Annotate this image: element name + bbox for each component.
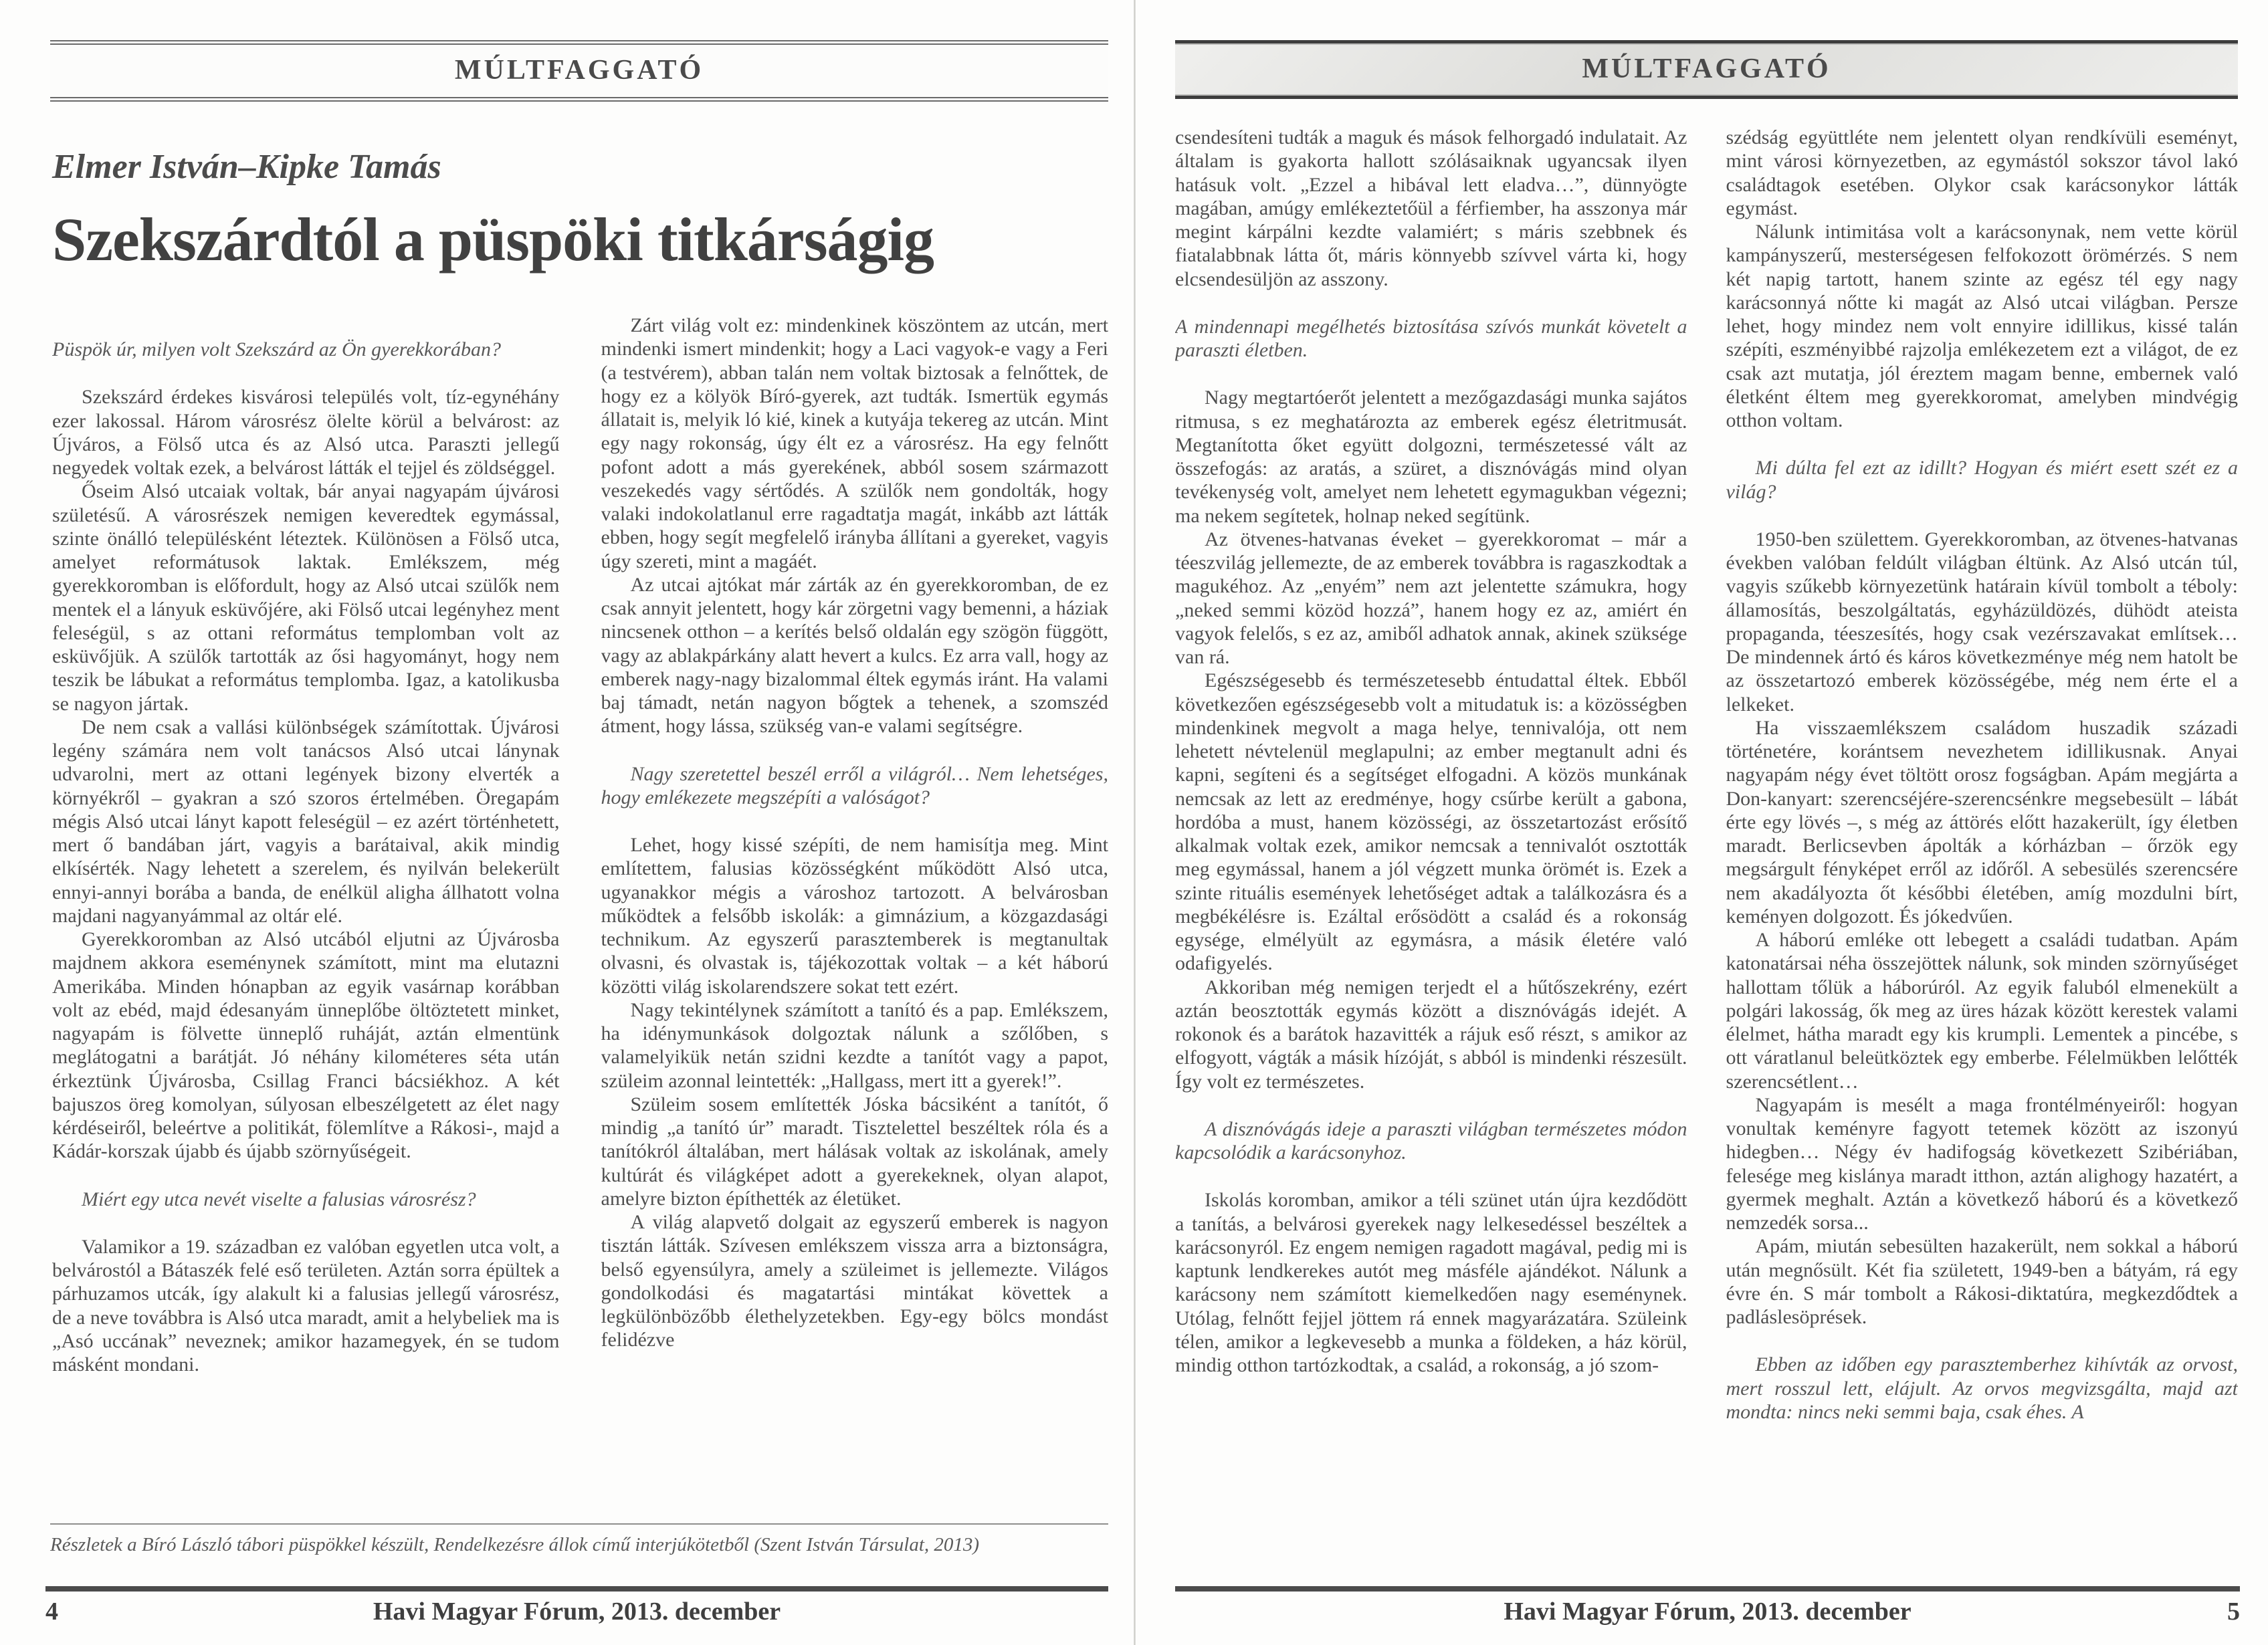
interview-question: Miért egy utca nevét viselte a falusias városrész? bbox=[82, 1188, 476, 1210]
page-footer bbox=[1175, 1586, 2240, 1626]
page-spine-divider bbox=[1134, 0, 1136, 1645]
interview-question: Püspök úr, milyen volt Szekszárd az Ön gyerekkorában? bbox=[52, 338, 501, 360]
body-columns bbox=[1175, 126, 2238, 1523]
body-paragraph: Az ötvenes-hatvanas éveket – gyerekkoromat – már a téeszvilág jellemezte, de az emberek továbbra is ragaszkodtak a magukéhoz. Az „enyém” nem azt jelentette számukra, hogy „neked semmi közöd hozzá”, hanem hogy ez az, amiért én vagyok felelős, s ez az, amiből adhatok annak, akinek szüksége van rá. bbox=[1175, 528, 1687, 668]
page-right bbox=[1136, 0, 2268, 1645]
article-title: Szekszárdtól a püspöki titkárságig bbox=[52, 205, 934, 273]
body-paragraph: Az utcai ajtókat már zárták az én gyerekkoromban, de ez csak annyit jelentett, hogy kár zörgetni vagy bemenni, a háziak nincsenek otthon – a kerítés belső oldalán egy szögön függött, vagy az ablakpárkány alatt hevert a kulcs. Ez arra vall, hogy az emberek nagy-nagy bizalommal éltek egymás iránt. Ha valami baj támadt, netán nagyon bőgtek a tehenek, a szomszéd átment, hogy lássa, szükség van-e valami segítségre. bbox=[601, 573, 1108, 738]
page-number: 5 bbox=[2227, 1598, 2240, 1626]
text-column bbox=[1175, 126, 1687, 1523]
interview-question: A mindennapi megélhetés biztosítása szívós munkát követelt a paraszti életben. bbox=[1175, 315, 1687, 361]
article-title-block bbox=[52, 147, 1108, 275]
body-paragraph: Gyerekkoromban az Alsó utcából eljutni az Újvárosba majdnem akkora eseménynek számított, mint ma elutazni Amerikába. Minden hónapban az egyik vasárnap korábban volt az ebéd, majd édesanyám ünneplőbe öltöztetett minket, nagyapám is fölvette ünneplő ruháját, aztán elmentünk meglátogatni a barátját. Jó néhány kilométeres séta után érkeztünk Újvárosba, Csillag Franci bácsiékhoz. A két bajuszos öreg komolyan, súlyosan elbeszélgetett az élet nagy kérdéseiről, beleértve a politikát, fölemlítve a Rákosi-, majd a Kádár-korszak újabb és újabb szörnyűségeit. bbox=[52, 928, 560, 1163]
section-header-label: MÚLTFAGGATÓ bbox=[454, 55, 704, 86]
body-paragraph: Szekszárd érdekes kisvárosi település volt, tíz-egynéhány ezer lakossal. Három városrész ölelte körül a belvárost: az Újváros, a Fölső utca és az Alsó utca. Paraszti jellegű negyedek voltak ezek, a belvárost látták el tejjel és zöldséggel. bbox=[52, 386, 560, 479]
body-paragraph: Ha visszaemlékszem családom huszadik századi történetére, korántsem nevezhetem idillikusnak. Anyai nagyapám négy évet töltött orosz fogságban. Apám megjárta a Don-kanyart: szerencséjére-szerencsénkre megsebesült – lábát érte egy lövés –, s még az áttörés előtt hazakerült, így életben maradt. Berlicsevben ápolták a kórházban – őrzök egy megsárgult fényképet erről az időről. A sebesülés szerencsére nem akadályozta őt későbbi életében, amíg mozdulni bírt, keményen dolgozott. És jókedvűen. bbox=[1726, 716, 2238, 927]
body-paragraph: Akkoriban még nemigen terjedt el a hűtőszekrény, ezért aztán beosztották egymás között a disznóvágás idejét. A rokonok és a barátok hazavitték a rájuk eső részt, s amikor az elfogyott, vágták a másik hízóját, s abból is mindenki részesült. Így volt ez természetes. bbox=[1175, 976, 1687, 1093]
text-column bbox=[52, 314, 560, 1539]
text-column bbox=[601, 314, 1109, 1539]
body-paragraph: De nem csak a vallási különbségek számítottak. Újvárosi legény számára nem volt tanácsos Alsó utcai lánynak udvarolni, mert az ottani legények bizony elverték a környékről – gyakran a szó szoros értelmében. Öregapám mégis Alsó utcai lányt kapott feleségül – ez azért történhetett, mert ő bandában járt, vagyis a barátaival, akik mindig elkísérték. Nagy lehetett a szerelem, és nyilván belekerült ennyi-annyi borába a banda, de enélkül aligha állhatott volna majdani nagyanyámmal az oltár elé. bbox=[52, 716, 560, 927]
body-paragraph: Őseim Alsó utcaiak voltak, bár anyai nagyapám újvárosi születésű. A városrészek nemigen keveredtek egymással, szinte önálló településként léteztek. Különösen a Fölső utca, amelyet reformátusok laktak. Emlékszem, még gyerekkoromban is előfordult, hogy az Alsó utcai szülők nem mentek el a lányuk esküvőjére, aki Fölső utcai legényhez ment feleségül, s az ottani református templomban volt az esküvőjük. A szülők tartották az ősi hagyományt, hogy nem teszik be lábukat a református templomba. Igaz, a katolikusba se nagyon jártak. bbox=[52, 480, 560, 715]
body-columns bbox=[52, 314, 1108, 1539]
body-paragraph: Egészségesebb és természetesebb éntudattal éltek. Ebből következően egészségesebb volt a mitudatuk is: a közösségben mindenkinek megvolt a maga helye, tennivalója, ott nem lehetett névtelenül meglapulni; az ember megtanult adni és kapni, segíteni és a segítséget elfogadni. A közös munkának nemcsak az lett az eredménye, hogy csűrbe került a gabona, hordóba a must, hanem közösségi, az összetartozást erősítő alkalmak voltak ezek, amikor nemcsak a tennivalót osztották meg egymással, hanem a jól végzett munka örömét is. Ezek a szinte rituális események lehetőséget adtak a találkozásra és a megbékélésre is. Ezáltal erősödött a család és a rokonság egysége, elmélyült az egymásra, a másik életére való odafigyelés. bbox=[1175, 669, 1687, 975]
text-column bbox=[1726, 126, 2239, 1523]
body-paragraph: Valamikor a 19. században ez valóban egyetlen utca volt, a belvárostól a Bátaszék felé eső területen. Aztán sorra épültek a párhuzamos utcák, így alakult ki a falusias jellegű városrész, de a neve továbbra is Alsó utca maradt, amit a helybeliek ma is „Asó uccának” neveznek; amikor hazamegyek, én se tudom másként mondani. bbox=[52, 1235, 560, 1376]
interview-question: A disznóvágás ideje a paraszti világban természetes módon kapcsolódik a karácsonyhoz. bbox=[1175, 1117, 1687, 1164]
body-paragraph: A világ alapvető dolgait az egyszerű emberek is nagyon tisztán látták. Szívesen emlékszem vissza arra a biztonságra, belső egyensúlyra, amely a szüleimet is jellemezte. Világos gondolkodási és magatartási mintákat követtek a legkülönbözőbb élethelyzetekben. Egy-egy bölcs mondást felidézve bbox=[601, 1211, 1108, 1351]
section-header bbox=[50, 40, 1108, 102]
page-footer bbox=[45, 1586, 1108, 1626]
interview-question: Ebben az időben egy parasztemberhez kihívták az orvost, mert rosszul lett, elájult. Az orvos megvizsgálta, majd azt mondta: nincs neki semmi baja, csak éhes. A bbox=[1726, 1353, 2238, 1423]
article-author: Elmer István–Kipke Tamás bbox=[52, 148, 441, 186]
body-paragraph: Szüleim sosem említették Jóska bácsiként a tanítót, ő mindig „a tanító úr” maradt. Tisztelettel beszéltek róla és a tanítókról általában, mert hálásak voltak az iskolának, amely kultúrát és világképet adott a gyerekeknek, olyan alapot, amelyre bizton építhették az életüket. bbox=[601, 1093, 1108, 1210]
body-paragraph: 1950-ben születtem. Gyerekkoromban, az ötvenes-hatvanas években valóban feldúlt világban éltünk. Az Alsó utcán túl, vagyis szűkebb környezetünk határain kívül tombolt a téboly: államosítás, beszolgáltatás, egyházüldözés, dühödt ateista propaganda, téeszesítés, hogy csak vezérszavakat említsek… De mindennek ártó és káros következménye még nem hatolt be az összetartozó emberek közösségébe, még nem érte el a lelkeket. bbox=[1726, 528, 2238, 716]
journal-title: Havi Magyar Fórum, 2013. december bbox=[373, 1598, 781, 1626]
body-paragraph: Apám, miután sebesülten hazakerült, nem sokkal a háború után megnősült. Két fia született, 1949-ben a bátyám, rá egy évre én. S már tombolt a Rákosi-diktatúra, megkezdődtek a padláslesöprések. bbox=[1726, 1235, 2238, 1328]
body-paragraph: Nálunk intimitása volt a karácsonynak, nem vette körül kampányszerű, mesterségesen felfokozott örömérzés. S nem két napig tartott, hanem szinte az egész tél egy nagy karácsonnyá nőtte ki magát az Alsó utcai világban. Persze lehet, hogy mindez nem volt ennyire idillikus, kissé talán szépíti, eszményibbé rajzolja emlékezetem ezt a világot, de ez csak azt mutatja, jól éreztem magam benne, embernek való életként éltem meg gyerekkoromat, amelyben mindvégig otthon voltam. bbox=[1726, 221, 2238, 431]
body-paragraph: Zárt világ volt ez: mindenkinek köszöntem az utcán, mert mindenki ismert mindenkit; hogy a Laci vagyok-e vagy a Feri (a testvérem), abban talán nem voltak biztosak a felnőttek, de hogy ez a kölyök Bíró-gyerek, azt tudták. Ismertük egymás állatait is, melyik ló kié, kinek a kutyája tekereg az utcán. Mint egy nagy rokonság, úgy élt ez a városrész. Ha egy felnőtt pofont adott a más gyerekének, abból sosem származott veszekedés vagy sértődés. A szülők nem gondolták, hogy valaki indokolatlanul erre ragadtatja magát, inkább azt látták ebben, hogy segít megfelelő irányba állítani a gyereket, vagyis úgy szereti, mint a magáét. bbox=[601, 314, 1108, 572]
body-paragraph: A háború emléke ott lebegett a családi tudatban. Apám katonatársai néha összejöttek nálunk, sok minden szörnyűséget hallottam tőlük a háborúról. Az egyik faluból elmenekült a polgári lakosság, ők meg az üres házak között kerestek valami élelmet, hátha maradt egy kis krumpli. Lementek a pincébe, s ott váratlanul beleütköztek egy emberbe. Félelmükben lelőtték szerencsétlent… bbox=[1726, 929, 2238, 1093]
body-paragraph: Iskolás koromban, amikor a téli szünet után újra kezdődött a tanítás, a belvárosi gyerekek nagy lelkesedéssel beszéltek a karácsonyról. Ez engem nemigen ragadott magával, pedig mi is kaptunk lendkerekes autót meg másféle ajándékot. Nálunk a karácsony nem számított kiemelkedően nagy eseménynek. Utólag, felnőtt fejjel jöttem rá ennek magyarázatára. Szüleink télen, amikor a legkevesebb a munka a földeken, a ház körül, mindig otthon tartózkodtak, a család, a rokonság, a jó szom- bbox=[1175, 1189, 1687, 1376]
interview-question: Nagy szeretettel beszél erről a világról… Nem lehetséges, hogy emlékezete megszépíti a valóságot? bbox=[601, 762, 1108, 808]
body-paragraph: Lehet, hogy kissé szépíti, de nem hamisítja meg. Mint említettem, falusias közösségként működött Alsó utca, ugyanakkor mégis a városhoz tartozott. A belvárosban működtek a felsőbb iskolák: a gimnázium, a közgazdasági technikum. Az egyszerű parasztemberek is megtanultak olvasni, és olvastak is, tájékozottak voltak – a két háború közötti világ iskolarendszere sokat tett ezért. bbox=[601, 834, 1108, 998]
body-paragraph: Nagyapám is mesélt a maga frontélményeiről: hogyan vonultak keményre fagyott tetemek között az iszonyú hidegben… Négy év hadifogság következett Szibériában, felesége meg kislánya maradt itthon, aztán alighogy hazatért, a gyermek meghalt. Aztán a következő háború és a következő nemzedék sorsa... bbox=[1726, 1093, 2238, 1234]
journal-title: Havi Magyar Fórum, 2013. december bbox=[1504, 1598, 1912, 1626]
body-paragraph: Nagy tekintélynek számított a tanító és a pap. Emlékszem, ha idénymunkások dolgoztak nálunk a szőlőben, s valamelyikük netán szidni kezdte a tanítót vagy a papot, szüleim azonnal leintették: „Hallgass, mert itt a gyerek!”. bbox=[601, 998, 1108, 1092]
body-paragraph: szédság együttléte nem jelentett olyan rendkívüli eseményt, mint városi környezetben, az egymástól sokszor távol lakó családtagok esetében. Olykor csak karácsonykor látták egymást. bbox=[1726, 126, 2238, 219]
page-number: 4 bbox=[45, 1598, 58, 1626]
section-header-label: MÚLTFAGGATÓ bbox=[1582, 53, 1831, 84]
section-header bbox=[1175, 40, 2238, 99]
footnote: Részletek a Bíró László tábori püspökkel készült, Rendelkezésre állok című interjúkötetből (Szent István Társulat, 2013) bbox=[50, 1523, 1108, 1556]
body-paragraph: csendesíteni tudták a maguk és mások felhorgadó indulatait. Az általam is gyakorta hallott szólásaiknak ugyancsak ilyen hatásuk volt. „Ezzel a hibával lett eladva…”, dünnyögte magában, amúgy emlékeztetőül a férfiember, ha asszonya már megint kárpálni kezdte valamiért; s máris szebbnek és fiatalabbnak látta őt, máris könnyebb szívvel várta ki, hogy elcsendesüljön az asszony. bbox=[1175, 126, 1687, 290]
body-paragraph: Nagy megtartóerőt jelentett a mezőgazdasági munka sajátos ritmusa, s ez meghatározta az emberek egész életritmusát. Megtanította őket együtt dolgozni, természetessé vált az összefogás: az aratás, a szüret, a disznóvágás mind olyan tevékenység volt, amelyet nem lehetett egymagukban végezni; ma nekem segítetek, holnap neked segítünk. bbox=[1175, 387, 1687, 527]
interview-question: Mi dúlta fel ezt az idillt? Hogyan és miért esett szét ez a világ? bbox=[1726, 457, 2238, 503]
